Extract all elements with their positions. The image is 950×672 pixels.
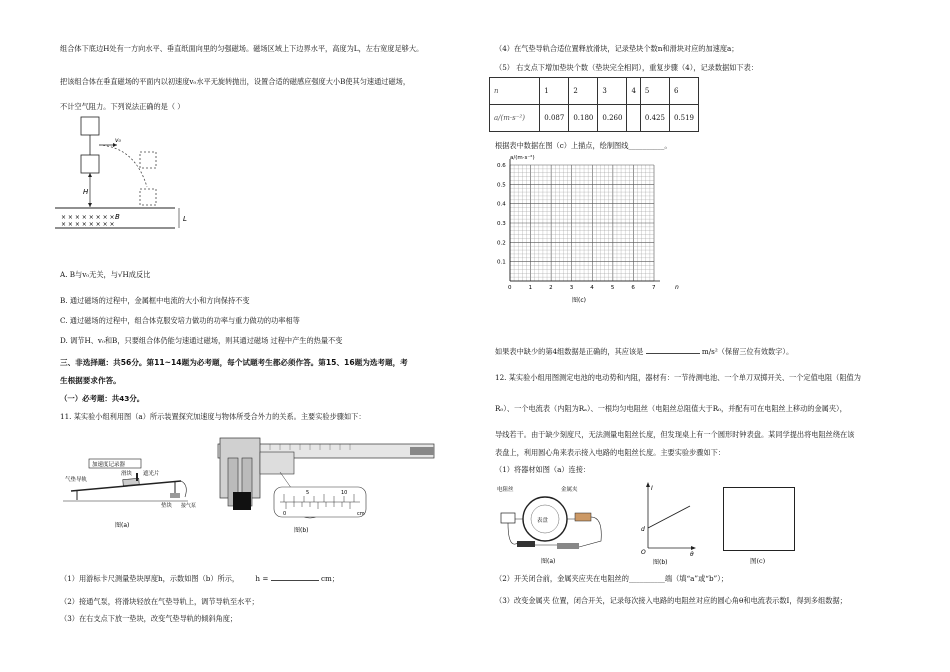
chart-y-tick: 0.1 xyxy=(497,259,506,266)
q12-line3: 导线若干。由于缺少刻度尺，无法测量电阻丝长度，但发现桌上有一个圆形时钟表盘。某同学提出将电阻丝绕在该 xyxy=(495,430,855,439)
magnetic-field-figure xyxy=(55,115,195,235)
q12-line4: 表盘上，利用圆心角来表示接入电路的电阻丝长度。主要实验步骤如下： xyxy=(495,448,726,457)
table-cell: 0.260 xyxy=(598,105,627,132)
subsection-title: （一）必考题：共43分。 xyxy=(60,394,145,403)
chart-title: 图(c) xyxy=(572,297,586,304)
q12-line2: R₀）、一个电流表（内阻为Rₐ）、一根均匀电阻丝（电阻丝总阻值大于R₀，并配有可在电阻丝上移动的金属夹）， xyxy=(495,404,847,413)
fig-b-tick-0: 0 xyxy=(283,511,287,517)
circuit-figure xyxy=(495,483,610,568)
q12-line1: 12. 某实验小组用图测定电池的电动势和内阻，器材有：一节待测电池、一个单刀双掷开关、一个定值电阻（阻值为 xyxy=(495,373,861,382)
option-D: D. 调节H、v₀和B，只要组合体仍能匀速通过磁场，则其通过磁场 过程中产生的热量不变 xyxy=(60,336,343,345)
table-row xyxy=(490,105,699,132)
graph-b-origin: O xyxy=(641,549,646,556)
chart-y-tick: 0.3 xyxy=(497,221,506,227)
q11-answer-line xyxy=(495,347,793,357)
chart-x-tick: 7 xyxy=(652,285,656,291)
chart-x-tick: 3 xyxy=(569,285,574,291)
section3-line1: 三、非选择题：共56分。第11~14题为必考题，每个试题考生都必须作答。第15、16题为选考题，考 xyxy=(60,358,408,367)
chart-y-tick: 0.5 xyxy=(497,182,506,189)
table-header-a: a/(m·s⁻²) xyxy=(490,105,540,132)
option-A: A. B与v₀无关，与√H成反比 xyxy=(60,270,151,279)
chart-x-tick: 0 xyxy=(508,285,512,291)
fig12-label-dial: 表盘 xyxy=(537,518,549,524)
chart-x-tick: 1 xyxy=(528,285,533,291)
q12-step2: （2）开关闭合前，金属夹应夹在电阻丝的__________端（填“a”或“b”）； xyxy=(495,574,728,583)
graph-c xyxy=(490,150,690,305)
table-cell: 4 xyxy=(627,78,640,105)
option-B: B. 通过磁场的过程中，金属框中电流的大小和方向保持不变 xyxy=(60,296,250,305)
fig-a-label-shutter: 遮光片 xyxy=(143,471,160,477)
q11-step5: （5） 右支点下增加垫块个数（垫块完全相同），重复步骤（4），记录数据如下表： xyxy=(495,63,758,72)
air-track-figure xyxy=(63,455,197,535)
fig12-label-wire: 电阻丝 xyxy=(497,487,514,493)
q11-step4: （4）在气垫导轨合适位置释放滑块，记录垫块个数n和滑块对应的加速度a； xyxy=(495,44,739,53)
fig-a-label-pump: 接气泵 xyxy=(181,503,197,509)
q10-intro-line3: 不计空气阻力。下列说法正确的是（ ） xyxy=(60,102,185,111)
fig12-label-clip: 金属夹 xyxy=(561,487,578,493)
B-label: B xyxy=(115,213,120,221)
graph-b-y-label: I xyxy=(651,485,653,492)
vernier-caliper-figure xyxy=(210,432,440,537)
blank-box-c[interactable] xyxy=(723,487,795,551)
q12-step1: （1）将器材如图（a）连接： xyxy=(495,465,591,474)
q11-step1-unit: cm； xyxy=(320,574,339,583)
table-cell: 0.180 xyxy=(569,105,598,132)
table-cell: 0.519 xyxy=(669,105,698,132)
chart-x-tick: 2 xyxy=(549,285,553,291)
fig-b-tick-5: 5 xyxy=(306,490,310,496)
table-cell: 3 xyxy=(598,78,627,105)
data-table xyxy=(489,77,699,132)
fig-a-label-slider: 滑块 xyxy=(121,471,133,477)
fig-b-unit: cm xyxy=(357,511,365,517)
chart-x-tick: 5 xyxy=(610,285,615,291)
table-header-n: n xyxy=(490,78,540,105)
q11-step1-answer-blank[interactable] xyxy=(271,580,319,581)
q11-step3: （3）在右支点下放一垫块，改变气垫导轨的倾斜角度； xyxy=(60,614,238,623)
graph-b xyxy=(628,480,698,565)
table-cell: 6 xyxy=(669,78,698,105)
table-cell: 0.425 xyxy=(640,105,669,132)
fig-a-caption: 图(a) xyxy=(115,522,130,529)
q11-stem: 11. 某实验小组利用图（a）所示装置探究加速度与物体所受合外力的关系。主要实验步骤如下： xyxy=(60,412,366,421)
q11-answer-blank[interactable] xyxy=(646,353,700,354)
chart-x-tick: 4 xyxy=(590,285,594,291)
chart-x-tick: 6 xyxy=(631,285,635,291)
H-label: H xyxy=(83,188,89,196)
chart-y-tick: 0.4 xyxy=(497,201,506,208)
plot-instruction: 根据表中数据在图（c）上描点，绘制图线__________。 xyxy=(495,141,672,150)
q11-answer-unit: m/s²（保留三位有效数字）。 xyxy=(701,347,794,356)
table-cell-missing[interactable] xyxy=(627,105,640,132)
q11-step1 xyxy=(60,574,339,584)
q10-intro-line1: 组合体下底边H处有一方向水平、垂直纸面向里的匀强磁场。磁场区域上下边界水平，高度为L，左右宽度足够大。 xyxy=(60,44,424,53)
fig-a-label-block: 垫块 xyxy=(161,503,173,509)
q11-step1-h-label: h = xyxy=(255,574,269,583)
option-C: C. 通过磁场的过程中，组合体克服安培力做功的功率与重力做功的功率相等 xyxy=(60,316,300,325)
chart-y-tick: 0.6 xyxy=(497,163,506,169)
svg-text:× × × × × ×: × × × × × × × × xyxy=(61,214,115,221)
graph-b-intercept: d xyxy=(641,526,645,533)
chart-y-tick: 0.2 xyxy=(497,240,506,247)
frame-bottom-box xyxy=(81,155,99,173)
fig12-caption-b: 图(b) xyxy=(653,559,668,566)
table-cell: 0.087 xyxy=(540,105,569,132)
fig-a-label-track: 气垫导轨 xyxy=(65,477,88,483)
table-cell: 2 xyxy=(569,78,598,105)
chart-x-label: n xyxy=(675,284,679,291)
q11-step1-text: （1）用游标卡尺测量垫块厚度h，示数如图（b）所示， xyxy=(60,574,240,583)
table-row xyxy=(490,78,699,105)
frame-top-box xyxy=(81,117,99,135)
fig12-caption-a: 图(a) xyxy=(541,558,556,565)
q12-step3: （3）改变金属夹 位置，闭合开关，记录每次接入电路的电阻丝对应的圆心角θ和电流表示数I，得到多组数据； xyxy=(495,596,847,605)
fig-b-caption: 图(b) xyxy=(294,527,309,534)
table-cell: 1 xyxy=(540,78,569,105)
q11-answer-text: 如果表中缺少的第4组数据是正确的，其应该是 xyxy=(495,347,644,356)
graph-b-x-label: θ xyxy=(690,551,694,558)
q11-step2: （2）接通气泵，将滑块轻放在气垫导轨上，调节导轨至水平； xyxy=(60,597,259,606)
svg-text:× × × × × ×: × × × × × × × × xyxy=(61,221,115,228)
fig-b-tick-10: 10 xyxy=(341,490,348,496)
table-cell: 5 xyxy=(640,78,669,105)
v0-label: v₀ xyxy=(115,137,121,144)
chart-y-label: a/(m·s⁻²) xyxy=(510,155,535,161)
fig12-caption-c: 图(c) xyxy=(750,557,766,565)
L-label: L xyxy=(183,215,187,223)
q10-intro-line2: 把该组合体在垂直磁场的平面内以初速度v₀水平无旋转抛出，设置合适的磁感应强度大小B使其匀速通过磁场， xyxy=(60,77,411,86)
section3-line2: 生根据要求作答。 xyxy=(60,376,121,385)
fig-a-label-recorder: 加速度记录器 xyxy=(92,462,126,468)
